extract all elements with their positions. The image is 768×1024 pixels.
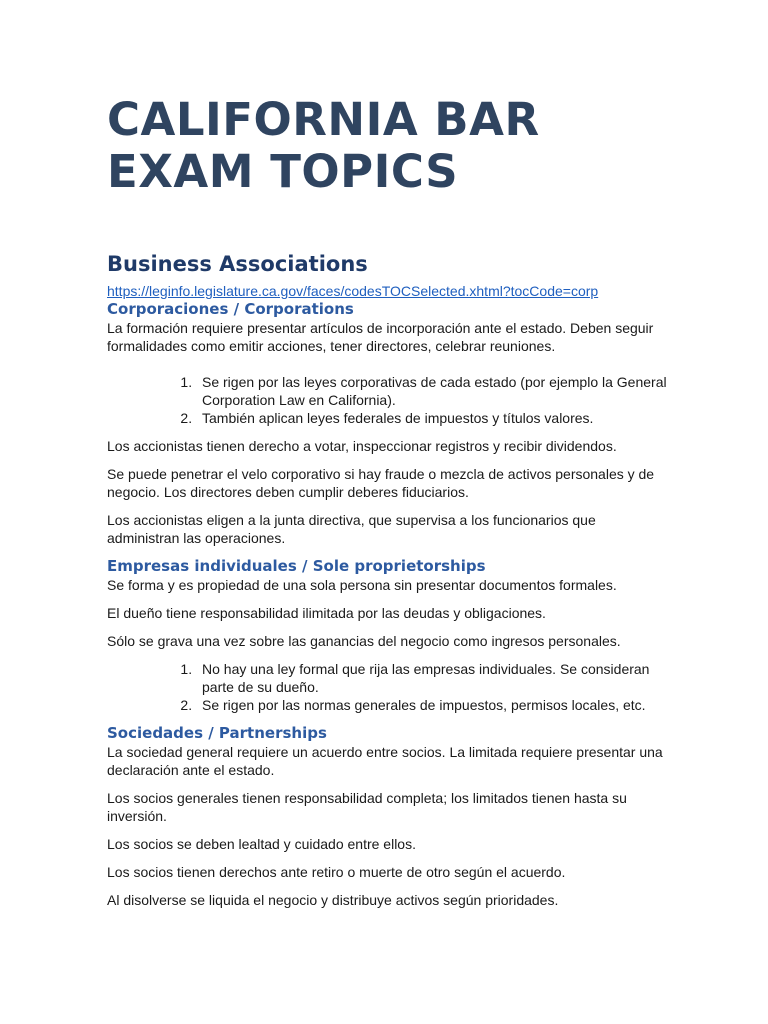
- title-line-2: EXAM TOPICS: [107, 145, 459, 198]
- corporations-list: [107, 373, 667, 427]
- sole-paragraph-taxes: Sólo se grava una vez sobre las ganancias del negocio como ingresos personales.: [107, 633, 621, 649]
- title-line-1: CALIFORNIA BAR: [107, 93, 540, 146]
- document-title: [107, 94, 707, 198]
- partnerships-paragraph-dissolution: Al disolverse se liquida el negocio y distribuye activos según prioridades.: [107, 892, 559, 908]
- subheading-corporations: Corporaciones / Corporations: [107, 300, 354, 318]
- section-heading-business-associations: Business Associations: [107, 252, 368, 276]
- sole-paragraph-formation: Se forma y es propiedad de una sola persona sin presentar documentos formales.: [107, 577, 617, 593]
- list-item: 1. No hay una ley formal que rija las empresas individuales. Se consideran parte de su dueño.: [196, 660, 667, 696]
- sole-paragraph-liability: El dueño tiene responsabilidad ilimitada por las deudas y obligaciones.: [107, 605, 546, 621]
- corporations-intro: La formación requiere presentar artículos de incorporación ante el estado. Deben seguir formalidades como emitir acciones, tener directores, celebrar reuniones.: [107, 320, 654, 354]
- partnerships-paragraph-duties: Los socios se deben lealtad y cuidado entre ellos.: [107, 836, 416, 852]
- corporations-paragraph-board: Los accionistas eligen a la junta directiva, que supervisa a los funcionarios que administran las operaciones.: [107, 512, 596, 546]
- partnerships-paragraph-liability: Los socios generales tienen responsabilidad completa; los limitados tienen hasta su inversión.: [107, 790, 627, 824]
- subheading-sole-proprietorships: Empresas individuales / Sole proprietorships: [107, 557, 486, 575]
- list-item: 2. Se rigen por las normas generales de impuestos, permisos locales, etc.: [196, 696, 667, 714]
- corporations-paragraph-veil: Se puede penetrar el velo corporativo si hay fraude o mezcla de activos personales y de negocio. Los directores deben cumplir deberes fiduciarios.: [107, 466, 655, 500]
- corporations-paragraph-shareholders-rights: Los accionistas tienen derecho a votar, inspeccionar registros y recibir dividendos.: [107, 438, 617, 454]
- partnerships-paragraph-agreement: La sociedad general requiere un acuerdo entre socios. La limitada requiere presentar una declaración ante el estado.: [107, 744, 663, 778]
- sole-proprietorships-list: [107, 660, 667, 714]
- subheading-partnerships: Sociedades / Partnerships: [107, 724, 327, 742]
- list-item: 2. También aplican leyes federales de impuestos y títulos valores.: [196, 409, 667, 427]
- list-item: 1. Se rigen por las leyes corporativas de cada estado (por ejemplo la General Corporation Law en California).: [196, 373, 667, 409]
- partnerships-paragraph-withdrawal: Los socios tienen derechos ante retiro o muerte de otro según el acuerdo.: [107, 864, 566, 880]
- corporations-code-link[interactable]: https://leginfo.legislature.ca.gov/faces/codesTOCSelected.xhtml?tocCode=corp: [107, 283, 599, 299]
- document-body: [107, 250, 667, 919]
